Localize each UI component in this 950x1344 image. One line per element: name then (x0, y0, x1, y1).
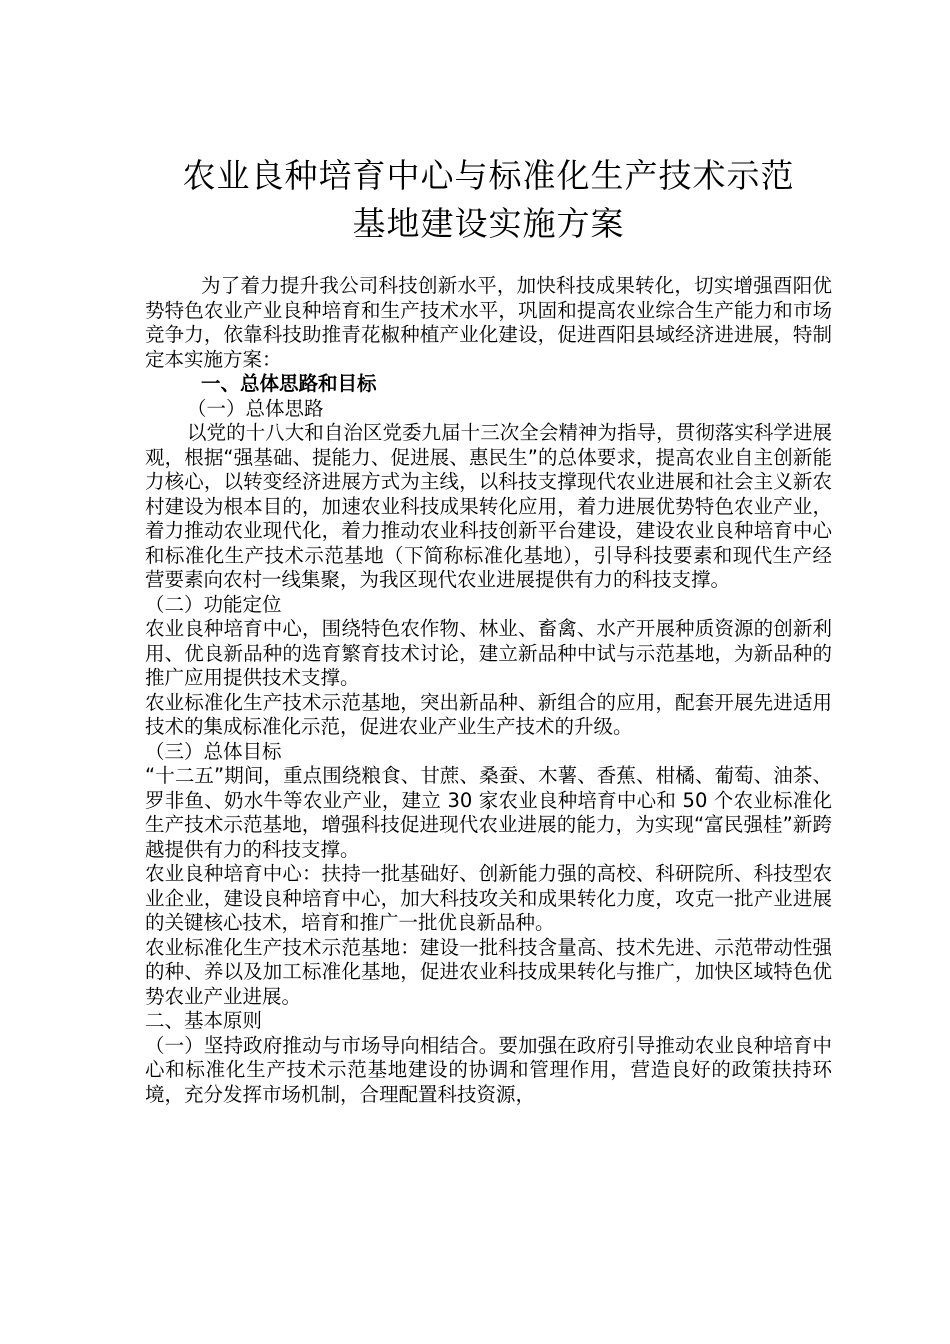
paragraph: 农业良种培育中心，围绕特色农作物、林业、畜禽、水产开展种质资源的创新利用、优良新品种的选育繁育技术讨论，建立新品种中试与示范基地，为新品种的推广应用提供技术支撑。 (145, 617, 832, 689)
paragraph: 二、基本原则 (145, 1009, 263, 1032)
paragraph: 农业标准化生产技术示范基地：建设一批科技含量高、技术先进、示范带动性强的种、养以及加工标准化基地，促进农业科技成果转化与推广，加快区域特色优势农业产业进展。 (145, 935, 832, 1008)
paragraph: 以党的十八大和自治区党委九届十三次全会精神为指导，贯彻落实科学进展观，根据“强基础、提能力、促进展、惠民生”的总体要求，提高农业自主创新能力核心，以转变经济进展方式为主线，以科技支撑现代农业进展和社会主义新农村建设为根本目的，加速农业科技成果转化应用，着力进展优势特色农业产业，着力推动农业现代化，着力推动农业科技创新平台建设，建设农业良种培育中心和标准化生产技术示范基地（下简称标准化基地），引导科技要素和现代生产经营要素向农村一线集聚，为我区现代农业进展提供有力的科技支撑。 (145, 421, 832, 591)
document-body (145, 274, 832, 1107)
paragraph: 农业良种培育中心：扶持一批基础好、创新能力强的高校、科研院所、科技型农业企业，建设良种培育中心，加大科技攻关和成果转化力度，攻克一批产业进展的关键核心技术，培育和推广一批优良新品种。 (145, 862, 832, 934)
title-line-2: 基地建设实施方案 (352, 204, 625, 243)
paragraph: （二）功能定位 (145, 592, 282, 616)
paragraph: （一）坚持政府推动与市场导向相结合。要加强在政府引导推动农业良种培育中心和标准化生产技术示范基地建设的协调和管理作用，营造良好的政策扶持环境，充分发挥市场机制，合理配置科技资源， (145, 1033, 832, 1106)
title-line-1: 农业良种培育中心与标准化生产技术示范 (182, 156, 795, 195)
paragraph: 一、总体思路和目标 (201, 372, 377, 395)
paragraph: 为了着力提升我公司科技创新水平，加快科技成果转化，切实增强酉阳优势特色农业产业良种培育和生产技术水平，巩固和提高农业综合生产能力和市场竞争力，依靠科技助推青花椒种植产业化建设，促进酉阳县域经济进进展，特制定本实施方案： (145, 274, 832, 371)
paragraph: （一）总体思路 (187, 396, 324, 420)
paragraph: 农业标准化生产技术示范基地，突出新品种、新组合的应用，配套开展先进适用技术的集成标准化示范，促进农业产业生产技术的升级。 (145, 690, 832, 738)
paragraph: “十二五”期间，重点围绕粮食、甘蔗、桑蚕、木薯、香蕉、柑橘、葡萄、油茶、罗非鱼、奶水牛等农业产业，建立 30 家农业良种培育中心和 50 个农业标准化生产技术示范基地，增强科技促进现代农业进展的能力，为实现“富民强桂”新跨越提供有力的科技支撑。 (145, 764, 832, 861)
document-title (145, 0, 832, 248)
paragraph: （三）总体目标 (145, 739, 282, 763)
